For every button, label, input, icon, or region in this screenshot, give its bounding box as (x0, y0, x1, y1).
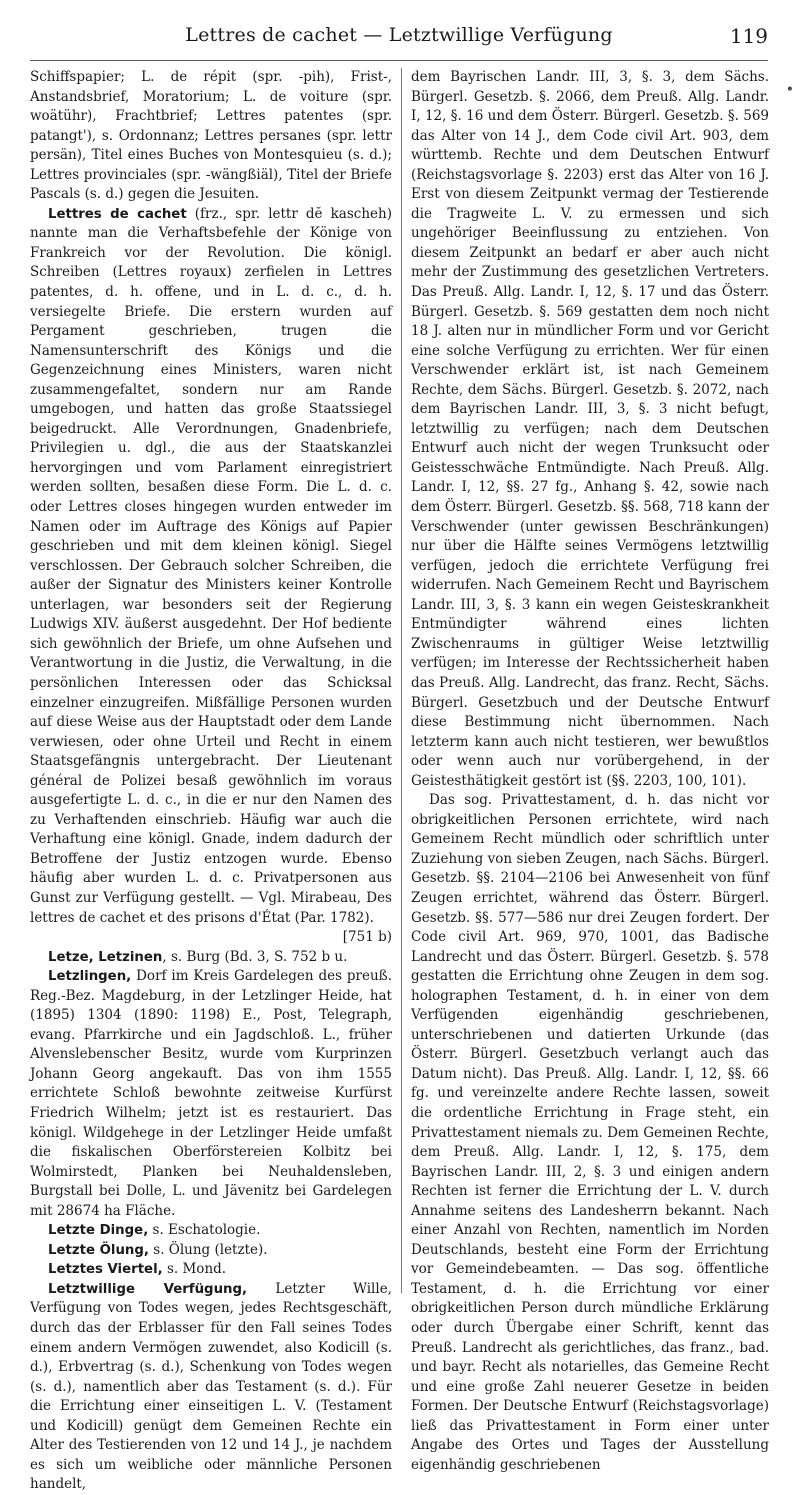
entry-text: Letzter Wille, Verfügung von Todes wegen, jedes Rechtsgeschäft, durch das der Erblasser für den Fall seines Todes einem andern Vermögen zuwendet, also Kodicill (s. d.), Erbvertrag (s. d.), Schenkung von Todes wegen (s. d.), namentlich aber das Testament (s. d.). Für die Errichtung einer einseitigen L. V. (Testament und Kodicill) genügt dem Gemeinen Rechte ein Alter des Testierenden von 12 und 14 J., je nachdem es sich um weibliche oder männliche Personen handelt, (30, 1280, 392, 1493)
entry-text: s. Eschatologie. (148, 1222, 261, 1239)
column-reference: [751 b) (342, 929, 392, 946)
left-column (30, 68, 392, 1493)
paragraph-privattestament: Das sog. Privattestament, d. h. das nicht vor obrigkeitlichen Personen errichtete, wird nach Gemeinem Recht mündlich oder schriftlich unter Zuziehung von sieben Zeugen, nach Sächs. Bürgerl. Gesetzb. §§. 2104—2106 bei Anwesenheit von fünf Zeugen errichtet, während das Österr. Bürgerl. Gesetzb. §§. 577—586 nur drei Zeugen fordert. Der Code civil Art. 969, 970, 1001, das Badische Landrecht und das Österr. Bürgerl. Gesetzb. §. 578 gestatten die Errichtung ohne Zeugen in dem sog. holographen Testament, d. h. in einer von dem Verfügenden eigenhändig geschriebenen, unterschriebenen und datierten Urkunde (das Österr. Bürgerl. Gesetzbuch verlangt auch das Datum nicht). Das Preuß. Allg. Landr. I, 12, §§. 66 fg. und vereinzelte andere Rechte lassen, soweit die ordentliche Errichtung in Frage steht, ein Privattestament niemals zu. Dem Gemeinen Rechte, dem Preuß. Allg. Landr. I, 12, §. 175, dem Bayrischen Landr. III, 2, §. 3 und einigen andern Rechten ist ferner die Errichtung der L. V. durch Annahme seitens des Landesherrn bekannt. Nach einer Anzahl von Rechten, namentlich im Norden Deutschlands, besteht eine Form der Errichtung vor Gemeindebeamten. — Das sog. öffentliche Testament, d. h. die Errichtung vor einer obrigkeitlichen Person durch mündliche Erklärung oder durch Übergabe einer Schrift, kennt das Preuß. Landrecht als gerichtliches, das franz., bad. und bayr. Recht als notarielles, das Gemeine Recht und eine große Zahl neuerer Gesetze in beiden Formen. Der Deutsche Entwurf (Reichstagsvorlage) ließ das Privattestament in Form einer unter Angabe des Ortes und Tages der Ausstellung eigenhändig geschriebenen (411, 792, 769, 1473)
margin-mark: • (785, 82, 794, 98)
entry-text: s. Ölung (letzte). (148, 1241, 268, 1258)
column-divider (401, 68, 402, 1293)
entry-letztwillige-verfuegung (30, 1280, 392, 1495)
page-number: 119 (729, 24, 768, 48)
entry-headword: Lettres de cachet (48, 206, 187, 222)
running-title: Lettres de cachet — Letztwillige Verfügung (185, 24, 613, 46)
header-rule (30, 60, 768, 61)
entry-text: Dorf im Kreis Gardelegen des preuß. Reg.-Bez. Magdeburg, in der Letzlinger Heide, hat (1895) 1304 (1890: 1198) E., Post, Telegraph, evang. Pfarrkirche und ein Jagdschloß. L., früher Alvenslebenscher Besitz, wurde vom Kurprinzen Johann Georg angekauft. Das von ihm 1555 errichtete Schloß bewohnte zeitweise Kurfürst Friedrich Wilhelm; jetzt ist es restauriert. Das königl. Wildgehege in der Letzlinger Heide umfaßt die fiskalischen Oberförstereien Kolbitz bei Wolmirstedt, Planken bei Neuhaldensleben, Burgstall bei Dolle, L. und Jävenitz bei Gardelegen mit 28674 ha Fläche. (30, 968, 392, 1219)
entry-text: , s. Burg (Bd. 3, S. 752 b u. (162, 948, 348, 965)
entry-lettres-de-cachet (30, 205, 392, 928)
entry-headword: Letzte Ölung, (48, 1242, 149, 1258)
entry-letzte-dinge (30, 1221, 392, 1241)
entry-headword: Letzte Dinge, (48, 1223, 149, 1239)
right-column (411, 68, 769, 1473)
entry-text: (frz., spr. lettr dĕ kascheh) nannte man die Verhaftsbefehle der Könige von Frankreich vor der Revolution. Die königl. Schreiben (Lettres royaux) zerfielen in Lettres patentes, d. h. offene, und in L. d. c., d. h. versiegelte Briefe. Die erstern wurden auf Pergament geschrieben, trugen die Namensunterschrift des Königs und die Gegenzeichnung eines Ministers, waren nicht zusammengefaltet, sondern nur am Rande umgebogen, und hatten das große Staatssiegel beigedruckt. Alle Verordnungen, Gnadenbriefe, Privilegien u. dgl., die aus der Staatskanzlei hervorgingen und vom Parlament einregistriert werden sollten, besaßen diese Form. Die L. d. c. oder Lettres closes hingegen wurden entweder im Namen oder im Auftrage des Königs auf Papier geschrieben und mit dem kleinen königl. Siegel verschlossen. Der Gebrauch solcher Schreiben, die außer der Signatur des Ministers keiner Kontrolle unterlagen, war besonders seit der Regierung Ludwigs XIV. äußerst ausgedehnt. Der Hof bediente sich gewöhnlich der Briefe, um ohne Aufsehen und Verantwortung in die Justiz, die Verwaltung, in die persönlichen Interessen oder das Schicksal einzelner einzugreifen. Mißfällige Personen wurden auf diese Weise aus der Hauptstadt oder dem Lande verwiesen, oder ohne Urteil und Recht in einem Staatsgefängnis untergebracht. Der Lieutenant général de Polizei besaß gewöhnlich im voraus ausgefertigte L. d. c., in die er nur den Namen des zu Verhaftenden einschrieb. Häufig war auch die Verhaftung eine königl. Gnade, indem dadurch der Betroffene der Justiz entzogen wurde. Ebenso häufig aber wurden L. d. c. Privatpersonen aus Gunst zur Verfügung gestellt. — Vgl. Mirabeau, Des lettres de cachet et des prisons d'État (Par. 1782). (30, 205, 392, 926)
entry-letzlingen (30, 967, 392, 1221)
entry-letztes-viertel (30, 1260, 392, 1280)
entry-headword: Letzlingen, (48, 969, 132, 985)
entry-letze (30, 948, 392, 968)
entry-headword: Letze, Letzinen (48, 949, 163, 965)
paragraph-continued: dem Bayrischen Landr. III, 3, §. 3, dem Sächs. Bürgerl. Gesetzb. §. 2066, dem Preuß. Allg. Landr. I, 12, §. 16 und dem Österr. Bürgerl. Gesetzb. §. 569 das Alter von 14 J., dem Code civil Art. 903, dem württemb. Rechte und dem Deutschen Entwurf (Reichstagsvorlage §. 2203) erst das Alter von 16 J. Erst von diesem Zeitpunkt vermag der Testierende die Tragweite L. V. zu ermessen und sich ungehöriger Beeinflussung zu entziehen. Von diesem Zeitpunkt an bedarf er aber auch nicht mehr der Zustimmung des gesetzlichen Vertreters. Das Preuß. Allg. Landr. I, 12, §. 17 und das Österr. Bürgerl. Gesetzb. §. 569 gestatten dem noch nicht 18 J. alten nur in mündlicher Form und vor Gericht eine solche Verfügung zu errichten. Wer für einen Verschwender erklärt ist, ist nach Gemeinem Rechte, dem Sächs. Bürgerl. Gesetzb. §. 2072, nach dem Bayrischen Landr. III, 3, §. 3 nicht befugt, letztwillig zu verfügen; nach dem Deutschen Entwurf auch nicht der wegen Trunksucht oder Geistesschwäche Entmündigte. Nach Preuß. Allg. Landr. I, 12, §§. 27 fg., Anhang §. 42, sowie nach dem Österr. Bürgerl. Gesetzb. §§. 568, 718 kann der Verschwender (unter gewissen Beschränkungen) nur über die Hälfte seines Vermögens letztwillig verfügen, jedoch die errichtete Verfügung frei widerrufen. Nach Gemeinem Recht und Bayrischem Landr. III, 3, §. 3 kann ein wegen Geisteskrankheit Entmündigter während eines lichten Zwischenraums in gültiger Weise letztwillig verfügen; im Interesse der Rechtssicherheit haben das Preuß. Allg. Landrecht, das franz. Recht, Sächs. Bürgerl. Gesetzbuch und der Deutsche Entwurf diese Bestimmung nicht übernommen. Nach letzterm kann auch nicht testieren, wer bewußtlos oder wenn auch nur vorübergehend, in der Geistesthätigkeit gestört ist (§§. 2203, 100, 101). (411, 69, 769, 789)
entry-text: s. Mond. (162, 1261, 227, 1278)
entry-letzte-oelung (30, 1241, 392, 1261)
entry-headword: Letztwillige Verfügung, (48, 1281, 248, 1297)
paragraph-lettres-continued: Schiffspapier; L. de répit (spr. -pih), Frist-, Anstandsbrief, Moratorium; L. de voiture (spr. woätühr), Frachtbrief; Lettres patentes (spr. patangt'), s. Ordonnanz; Lettres persanes (spr. lettr persän), Titel eines Buches von Montesquieu (s. d.); Lettres provinciales (spr. -wängßiäl), Titel der Briefe Pascals (s. d.) gegen die Jesuiten. (30, 69, 392, 203)
entry-headword: Letztes Viertel, (48, 1262, 163, 1278)
running-header (30, 24, 768, 54)
